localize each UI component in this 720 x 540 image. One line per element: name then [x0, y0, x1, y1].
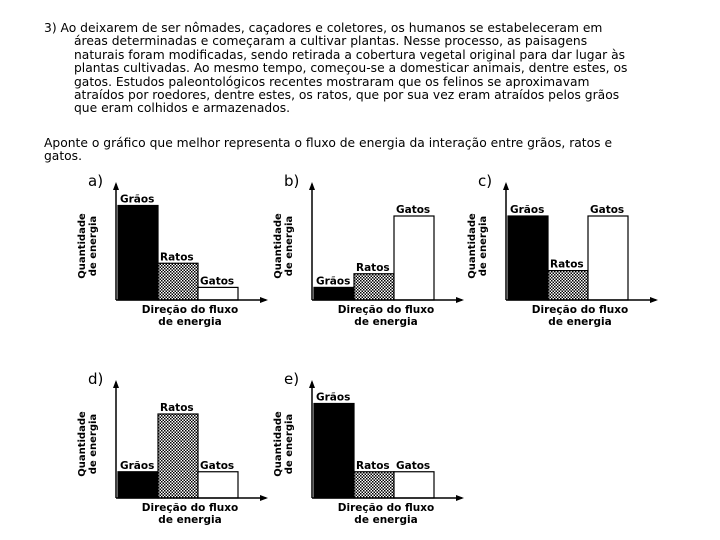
- question-prompt: [44, 137, 684, 164]
- x-axis-arrow: [456, 495, 464, 501]
- bar-ratos: [354, 274, 394, 300]
- y-axis-label-line: de energia: [284, 413, 295, 475]
- question-line: que eram colhidos e armazenados.: [74, 101, 291, 116]
- prompt-line: gatos.: [44, 149, 83, 164]
- bar-chart: [80, 370, 280, 505]
- chart-option-d: [77, 370, 300, 535]
- bar-label-gatos: Gatos: [200, 459, 235, 472]
- bar-label-graos: Grãos: [316, 391, 351, 404]
- question-line: gatos. Estudos paleontológicos recentes mostraram que os felinos se aproximavam: [74, 74, 590, 89]
- y-axis-arrow: [113, 380, 119, 388]
- prompt-line: Aponte o gráfico que melhor representa o fluxo de energia da interação entre grãos, ratos e: [44, 136, 613, 150]
- bar-label-ratos: Ratos: [356, 459, 390, 472]
- x-axis-label-line: de energia: [354, 514, 418, 526]
- chart-option-a: [77, 172, 300, 337]
- x-axis-arrow: [260, 297, 268, 303]
- question-line: 3) Ao deixarem de ser nômades, caçadores e coletores, os humanos se estabeleceram em: [44, 21, 603, 35]
- y-axis-label-line: de energia: [88, 215, 99, 277]
- x-axis-label-line: Direção do fluxo: [337, 502, 435, 514]
- y-axis-label-line: de energia: [284, 215, 295, 277]
- bar-ratos: [354, 472, 394, 498]
- question-number: 3): [44, 21, 57, 35]
- bar-label-ratos: Ratos: [160, 251, 194, 264]
- x-axis-label: [130, 502, 250, 526]
- bar-label-graos: Grãos: [120, 459, 155, 472]
- bar-gatos: [394, 216, 434, 300]
- option-letter: d): [88, 370, 104, 388]
- y-axis-arrow: [309, 380, 315, 388]
- x-axis-arrow: [260, 495, 268, 501]
- bar-gatos: [198, 287, 238, 300]
- bar-graos: [118, 206, 158, 301]
- x-axis-label-line: de energia: [158, 316, 222, 328]
- bar-label-gatos: Gatos: [200, 275, 235, 288]
- bar-ratos: [158, 414, 198, 498]
- chart-option-b: [273, 172, 496, 337]
- y-axis-arrow: [503, 182, 509, 190]
- bar-gatos: [198, 472, 238, 498]
- x-axis-label-line: Direção do fluxo: [141, 304, 239, 316]
- bar-label-gatos: Gatos: [590, 204, 625, 216]
- option-letter: c): [478, 172, 493, 190]
- chart-option-e: [273, 370, 496, 535]
- x-axis-label: [520, 304, 640, 328]
- option-letter: b): [284, 172, 300, 190]
- x-axis-label-line: Direção do fluxo: [337, 304, 435, 316]
- question-line: plantas cultivadas. Ao mesmo tempo, começou-se a domesticar animais, dentre estes, os: [74, 61, 628, 76]
- x-axis-label-line: Direção do fluxo: [531, 304, 629, 316]
- y-axis-label-line: Quantidade: [273, 213, 284, 279]
- bar-graos: [314, 404, 354, 499]
- x-axis-arrow: [650, 297, 658, 303]
- y-axis-arrow: [113, 182, 119, 190]
- x-axis-label-line: de energia: [354, 316, 418, 328]
- bar-label-graos: Grãos: [316, 275, 351, 288]
- bar-chart: [276, 370, 476, 505]
- x-axis-label-line: de energia: [548, 316, 612, 328]
- x-axis-label-line: de energia: [158, 514, 222, 526]
- question-line: naturais foram modificadas, sendo retirada a cobertura vegetal original para dar lugar às: [74, 47, 626, 62]
- bar-label-graos: Grãos: [120, 193, 155, 206]
- bar-label-ratos: Ratos: [550, 258, 584, 271]
- bar-label-ratos: Ratos: [160, 402, 194, 414]
- question-body: [44, 22, 684, 116]
- bar-chart: [470, 172, 670, 307]
- question-line: atraídos por roedores, dentre estes, os ratos, que por sua vez eram atraídos pelos grãos: [74, 88, 620, 103]
- x-axis-label: [130, 304, 250, 328]
- x-axis-label: [326, 304, 446, 328]
- option-letter: a): [88, 172, 104, 190]
- y-axis-label-line: Quantidade: [77, 411, 88, 477]
- bar-ratos: [548, 271, 588, 300]
- x-axis-label: [326, 502, 446, 526]
- question-text: [44, 22, 684, 116]
- x-axis-label-line: Direção do fluxo: [141, 502, 239, 514]
- y-axis-label-line: Quantidade: [467, 213, 478, 279]
- y-axis-arrow: [309, 182, 315, 190]
- bar-label-graos: Grãos: [510, 204, 545, 216]
- bar-graos: [118, 472, 158, 498]
- bar-graos: [508, 216, 548, 300]
- y-axis-label-line: Quantidade: [273, 411, 284, 477]
- y-axis-label-line: de energia: [88, 413, 99, 475]
- bar-chart: [80, 172, 280, 307]
- chart-option-c: [467, 172, 690, 337]
- bar-graos: [314, 287, 354, 300]
- bar-label-ratos: Ratos: [356, 261, 390, 274]
- option-letter: e): [284, 370, 300, 388]
- bar-chart: [276, 172, 476, 307]
- bar-label-gatos: Gatos: [396, 459, 431, 472]
- bar-label-gatos: Gatos: [396, 204, 431, 216]
- question-line: áreas determinadas e começaram a cultivar plantas. Nesse processo, as paisagens: [74, 34, 588, 49]
- bar-gatos: [588, 216, 628, 300]
- bar-ratos: [158, 263, 198, 300]
- y-axis-label-line: de energia: [478, 215, 489, 277]
- bar-gatos: [394, 472, 434, 498]
- y-axis-label-line: Quantidade: [77, 213, 88, 279]
- x-axis-arrow: [456, 297, 464, 303]
